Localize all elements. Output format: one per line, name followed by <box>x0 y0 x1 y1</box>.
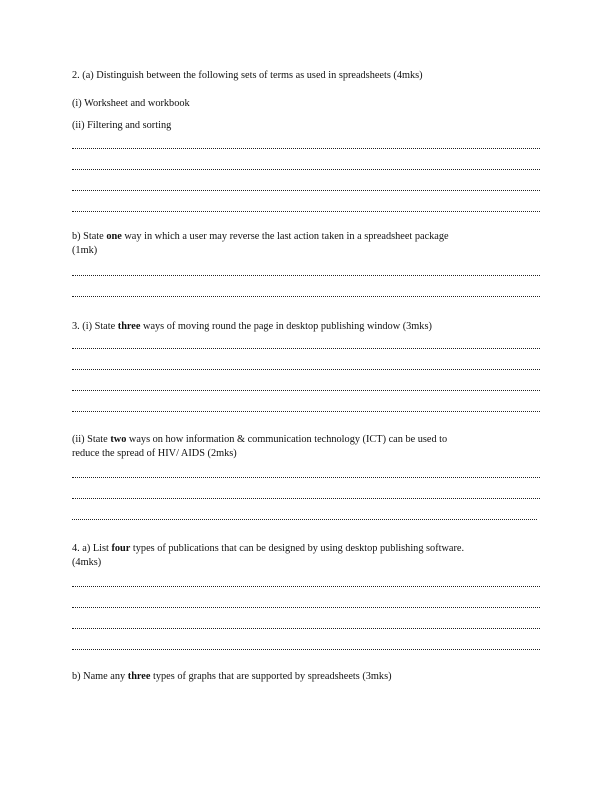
answer-line[interactable] <box>72 369 540 370</box>
question-2a: 2. (a) Distinguish between the following sets of terms as used in spreadsheets (4mks) <box>72 70 423 81</box>
question-2a-ii: (ii) Filtering and sorting <box>72 120 172 131</box>
answer-line[interactable] <box>72 390 540 391</box>
answer-line[interactable] <box>72 411 540 412</box>
answer-line[interactable] <box>72 348 540 349</box>
question-2b-marks: (1mk) <box>72 245 98 256</box>
question-2a-i: (i) Worksheet and workbook <box>72 98 190 109</box>
answer-line[interactable] <box>72 275 540 276</box>
answer-line[interactable] <box>72 628 540 629</box>
question-3ii: (ii) State two ways on how information & communication technology (ICT) can be used to <box>72 434 448 445</box>
answer-line[interactable] <box>72 498 540 499</box>
answer-line[interactable] <box>72 607 540 608</box>
answer-line[interactable] <box>72 586 540 587</box>
answer-line[interactable] <box>72 649 540 650</box>
answer-line[interactable] <box>72 211 540 212</box>
answer-line[interactable] <box>72 477 540 478</box>
answer-line[interactable] <box>72 519 537 520</box>
question-4a-marks: (4mks) <box>72 557 102 568</box>
answer-line[interactable] <box>72 148 540 149</box>
question-4a: 4. a) List four types of publications that can be designed by using desktop publishing software. <box>72 543 465 554</box>
question-3i: 3. (i) State three ways of moving round the page in desktop publishing window (3mks) <box>72 321 432 332</box>
answer-line[interactable] <box>72 190 540 191</box>
answer-line[interactable] <box>72 169 540 170</box>
answer-line[interactable] <box>72 296 540 297</box>
question-2b: b) State one way in which a user may reverse the last action taken in a spreadsheet package <box>72 231 449 242</box>
question-4b: b) Name any three types of graphs that are supported by spreadsheets (3mks) <box>72 671 392 682</box>
question-3ii-line2: reduce the spread of HIV/ AIDS (2mks) <box>72 448 237 459</box>
